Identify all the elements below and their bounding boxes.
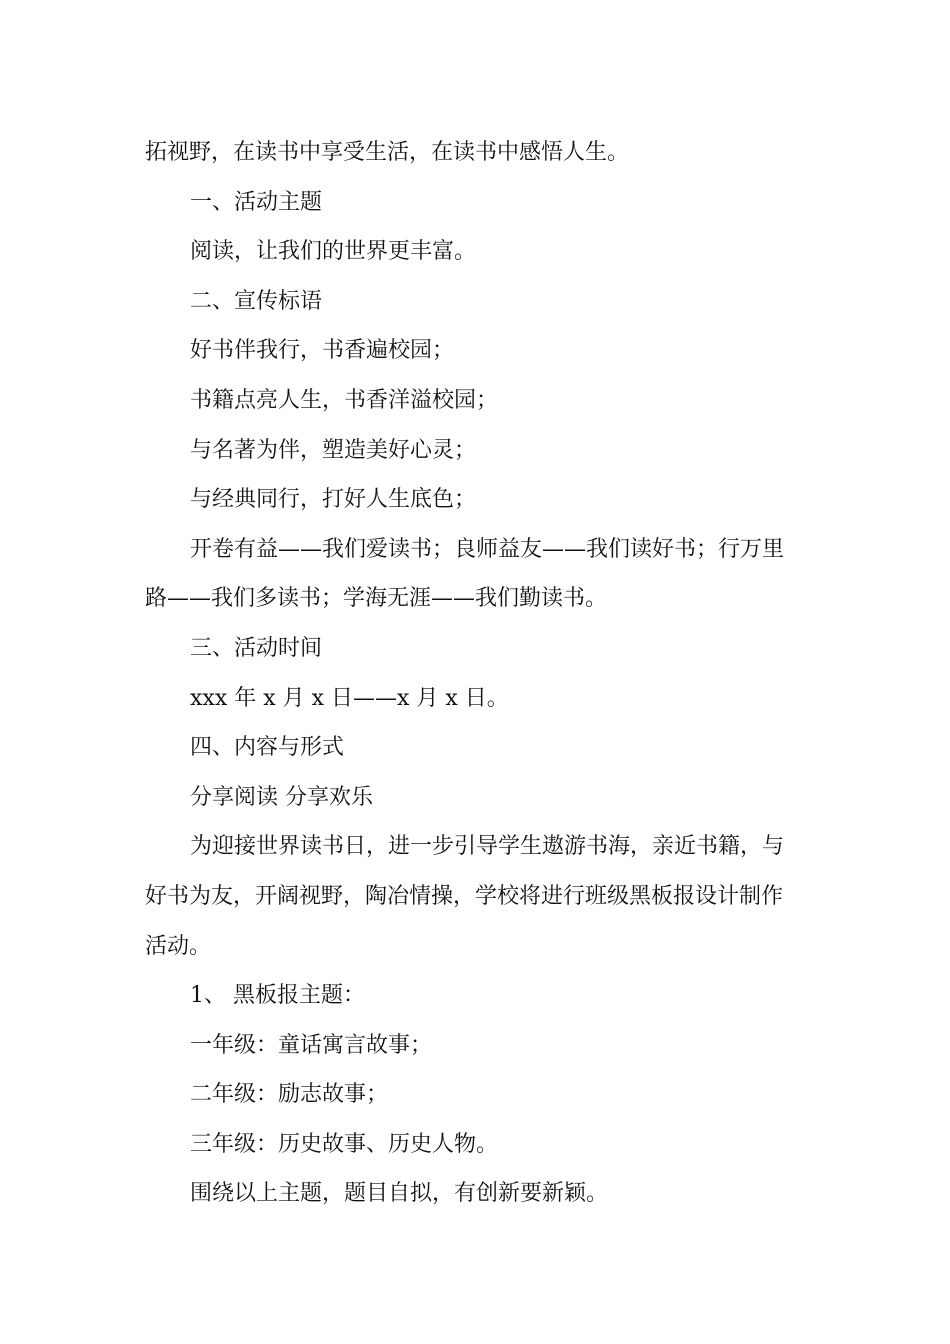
- grade-1-theme: 一年级：童话寓言故事；: [190, 1032, 433, 1058]
- content-paragraph-line-2: 好书为友，开阔视野，陶冶情操，学校将进行班级黑板报设计制作: [145, 883, 784, 909]
- closing-note: 围绕以上主题，题目自拟，有创新要新颖。: [190, 1181, 609, 1207]
- section-heading-slogans: 二、宣传标语: [190, 288, 323, 314]
- content-paragraph: [145, 822, 807, 971]
- content-paragraph-line-3: 活动。: [145, 933, 212, 959]
- section-heading-theme: 一、活动主题: [190, 189, 323, 215]
- section-heading-content: 四、内容与形式: [190, 735, 345, 761]
- slogan-5: [145, 525, 807, 624]
- grade-3-theme: 三年级：历史故事、历史人物。: [190, 1131, 499, 1157]
- slogan-4: 与经典同行，打好人生底色；: [190, 487, 477, 513]
- grade-2-theme: 二年级：励志故事；: [190, 1082, 389, 1108]
- paragraph-continuation: 拓视野，在读书中享受生活，在读书中感悟人生。: [145, 140, 630, 165]
- subheading-share: 分享阅读 分享欢乐: [190, 784, 373, 810]
- slogan-3: 与名著为伴，塑造美好心灵；: [190, 437, 477, 463]
- section-heading-time: 三、活动时间: [190, 635, 323, 661]
- slogan-5-line-2: 路——我们多读书；学海无涯——我们勤读书。: [145, 586, 608, 612]
- content-paragraph-line-1: 为迎接世界读书日，进一步引导学生遨游书海，亲近书籍，与: [190, 834, 785, 860]
- slogan-2: 书籍点亮人生，书香洋溢校园；: [190, 387, 499, 413]
- slogan-1: 好书伴我行，书香遍校园；: [190, 338, 455, 364]
- slogan-5-line-1: 开卷有益——我们爱读书；良师益友——我们读好书；行万里: [190, 536, 785, 562]
- document-page: [145, 128, 807, 1219]
- theme-text: 阅读，让我们的世界更丰富。: [190, 239, 477, 265]
- item-blackboard-theme: 1、 黑板报主题：: [190, 983, 365, 1009]
- activity-time: xxx 年 x 月 x 日——x 月 x 日。: [190, 685, 509, 711]
